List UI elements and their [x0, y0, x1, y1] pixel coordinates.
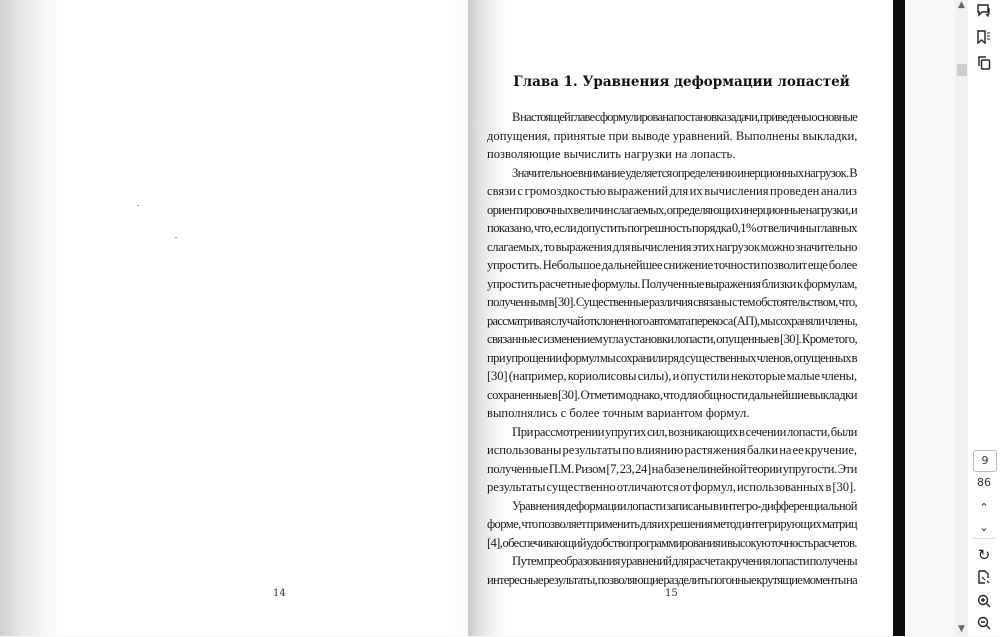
text-line: сохраненные в [30]. Отметим однако, что для общности дальнейшие выкладки [487, 387, 857, 402]
vertical-scrollbar[interactable] [955, 0, 968, 636]
page-number-left: 14 [273, 588, 286, 599]
text-line: позволяющие вычислить нагрузки на лопасть. [487, 147, 736, 161]
text-line: форме, что позволяет применить для их решения метод интегрирующих матриц [487, 517, 857, 531]
text-line: выполнялись с более точным вариантом формул. [487, 406, 750, 420]
left-page [0, 0, 468, 636]
viewer-toolbar [968, 0, 1000, 636]
text-line: упростить. Небольшое дальнейшее снижение точности позволит еще более [487, 258, 857, 272]
text-line: ориентировочных величин слагаемых, определяющих инерционные нагрузки, и [487, 202, 857, 217]
next-page-chevron-down-icon[interactable]: ⌄ [979, 521, 989, 534]
total-pages: 86 [977, 476, 991, 489]
text-line: полученные П.М. Ризом [7, 23, 24] на базе нелинейной теории упругости. Эти [487, 461, 857, 476]
comment-icon[interactable] [974, 4, 994, 24]
scan-speck [137, 205, 139, 206]
text-line: Путем преобразования уравнений для расчета кручения лопасти получены [512, 554, 857, 568]
text-line: использованы результаты по влиянию растяжения балки на ее кручение, [487, 443, 857, 457]
text-line: при упрощении формул мы сохранили ряд существенных членов, опущенных в [487, 350, 857, 365]
bookmark-list-icon[interactable] [974, 30, 994, 50]
scroll-up-arrow-icon[interactable]: ▲ [958, 0, 965, 10]
text-line: полученным в [30]. Существенные различия связаны с тем обстоятельством, что, [487, 295, 857, 309]
zoom-out-icon[interactable] [974, 616, 994, 636]
zoom-in-icon[interactable] [974, 594, 994, 614]
previous-page-chevron-up-icon[interactable]: ⌃ [979, 501, 989, 514]
page-edge-shadow [893, 0, 905, 636]
text-line: результаты существенно отличаются от формул, использованных в [30]. [487, 480, 857, 494]
page-body-text [487, 108, 857, 589]
page-number-right: 15 [665, 588, 678, 599]
copy-pages-icon[interactable] [974, 56, 994, 76]
scan-speck [175, 237, 177, 238]
text-line: упростить расчетные формулы. Полученные выражения близки к формулам, [487, 276, 857, 291]
text-line: При рассмотрении упругих сил, возникающих в сечении лопасти, были [512, 424, 857, 439]
scrollbar-thumb[interactable] [957, 64, 967, 76]
current-page-input[interactable]: 9 [973, 450, 997, 472]
text-line: связи с громоздкостью выражений для их вычисления проведен анализ [487, 184, 857, 198]
text-line: Значительное внимание уделяется определению инерционных нагрузок. В [512, 165, 857, 180]
text-line: Уравнения деформации лопасти записаны в интегро-дифференциальной [512, 498, 857, 513]
text-line: показано, что, если допустить погрешность порядка 0,1% от величины главных [487, 221, 857, 235]
text-line: связанные с изменением угла установки лопасти, опущенные в [30]. Кроме того, [487, 332, 857, 346]
viewer-background [905, 0, 955, 636]
toolbar-divider [972, 538, 996, 539]
scroll-down-arrow-icon[interactable]: ▼ [958, 624, 965, 634]
text-line: допущения, принятые при выводе уравнений. Выполнены выкладки, [487, 128, 858, 143]
text-line: интересные результаты, позволяющие разделить погонные крутящие моменты на [487, 572, 857, 587]
text-line: слагаемых, то выражения для вычисления этих нагрузок можно значительно [487, 239, 857, 254]
text-line: [4], обеспечивающий удобство программирования и высокую точность расчетов. [487, 535, 857, 550]
fit-page-icon[interactable] [974, 570, 994, 590]
text-line: рассматривая случай отклоненного автомата перекоса (АП), мы сохраняли члены, [487, 313, 857, 328]
text-line: [30] (например, кориолисовы силы), и опустили некоторые малые члены, [487, 369, 857, 383]
rotate-icon[interactable]: ↻ [977, 546, 991, 564]
text-line: В настоящей главе сформулирована постановка задачи, приведены основные [512, 110, 857, 124]
chapter-title: Глава 1. Уравнения деформации лопастей [513, 74, 850, 90]
